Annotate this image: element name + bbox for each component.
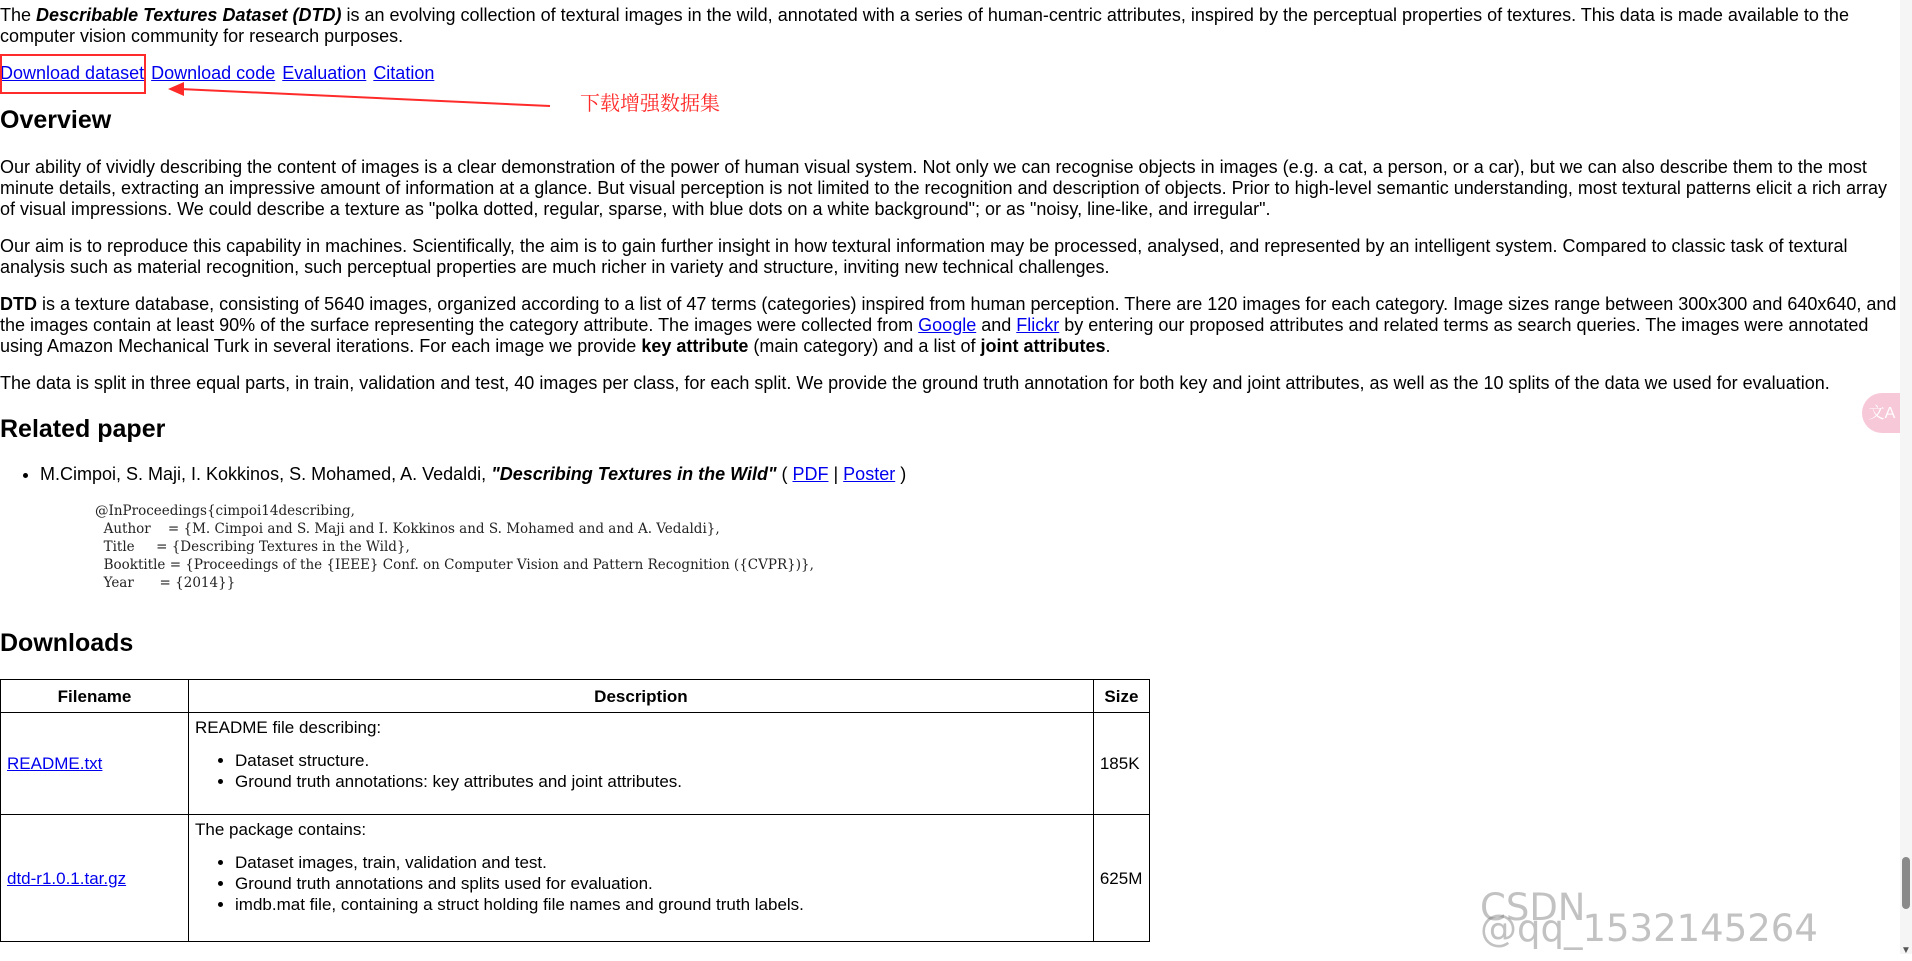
scroll-down-arrow-icon[interactable]: ▼: [1901, 945, 1911, 956]
paper-list: [0, 464, 906, 485]
list-item: • Dataset images, train, validation and test.: [235, 852, 1087, 873]
pdf-link[interactable]: PDF: [792, 464, 829, 484]
intro-paragraph: The Describable Textures Dataset (DTD) is an evolving collection of textural images in the wild, annotated with a series of human-centric attributes, inspired by the perceptual properties of textures. This data is made available to the computer vision community for research purposes.: [0, 5, 1849, 46]
col-description: Description: [189, 680, 1094, 713]
paper-title: "Describing Textures in the Wild": [491, 464, 777, 484]
poster-link[interactable]: Poster: [843, 464, 896, 484]
annotation-arrow-icon: [0, 0, 600, 120]
paper-item: • M.Cimpoi, S. Maji, I. Kokkinos, S. Mohamed, A. Vedaldi, "Describing Textures in the Wild" ( PDF | Poster ): [40, 464, 906, 485]
downloads-heading: Downloads: [0, 629, 134, 657]
overview-paragraph-3: DTD is a texture database, consisting of 5640 images, organized according to a list of 47 terms (categories) inspired from human perception. There are 120 images for each category. Image sizes range between 300x300 and 640x640, and the images contain at least 90% of the surface representing the category attribute. The images were collected from Google and Flickr by entering our proposed attributes and related terms as search queries. The images were annotated using Amazon Mechanical Turk in several iterations. For each image we provide key attribute (main category) and a list of joint attributes.: [0, 294, 1897, 356]
annotation-label: 下载增强数据集: [580, 91, 720, 115]
vertical-scrollbar[interactable]: [1900, 0, 1912, 954]
file-cell: [1, 815, 189, 942]
download-code-link[interactable]: Download code: [151, 63, 276, 83]
description-cell: README file describing: • Dataset structure. • Ground truth annotations: key attributes and joint attributes.: [189, 713, 1094, 815]
description-list: [195, 750, 1087, 792]
description-cell: The package contains: • Dataset images, train, validation and test. • Ground truth annotations and splits used for evaluation. • imdb.mat file, containing a struct holding file names and ground truth labels.: [189, 815, 1094, 942]
related-paper-heading: Related paper: [0, 415, 166, 443]
overview-paragraph-4: The data is split in three equal parts, in train, validation and test, 40 images per class, for each split. We provide the ground truth annotation for both key and joint attributes, as well as the 10 splits of the data we used for evaluation.: [0, 373, 1830, 393]
list-item: • Dataset structure.: [235, 750, 1087, 771]
readme-link[interactable]: README.txt: [7, 754, 103, 773]
file-cell: [1, 713, 189, 815]
list-item: • Ground truth annotations: key attributes and joint attributes.: [235, 771, 1087, 792]
overview-heading: Overview: [0, 106, 112, 134]
downloads-table: [0, 679, 1150, 942]
citation-link[interactable]: Citation: [373, 63, 435, 83]
col-size: Size: [1093, 680, 1149, 713]
size-cell: 625M: [1093, 815, 1149, 942]
col-filename: Filename: [1, 680, 189, 713]
bibtex-block: @InProceedings{cimpoi14describing, Author = {M. Cimpoi and S. Maji and I. Kokkinos and S. Mohamed and and A. Vedaldi}, Title = {Describing Textures in the Wild}, Booktitle = {Proceedings of the {IEEE} Conf. on Computer Vision and Pattern Recognition ({CVPR})}, Year = {2014}}: [95, 503, 814, 591]
table-row: [1, 713, 1150, 815]
table-row: [1, 815, 1150, 942]
translate-icon[interactable]: 文A: [1862, 393, 1902, 433]
overview-paragraph-2: Our aim is to reproduce this capability in machines. Scientifically, the aim is to gain further insight in how textural information may be processed, analysed, and represented by an intelligent system. Compared to classic task of textural analysis such as material recognition, such perceptual properties are much richer in variety and structure, inviting new technical challenges.: [0, 236, 1848, 277]
evaluation-link[interactable]: Evaluation: [282, 63, 367, 83]
size-cell: 185K: [1093, 713, 1149, 815]
watermark: CSDN @qq_1532145264: [1480, 886, 1818, 950]
download-dataset-link[interactable]: Download dataset: [0, 63, 145, 83]
description-list: [195, 852, 1087, 915]
list-item: • imdb.mat file, containing a struct holding file names and ground truth labels.: [235, 894, 1087, 915]
dataset-title: Describable Textures Dataset (DTD): [36, 5, 342, 25]
google-link[interactable]: Google: [918, 315, 977, 335]
dtd-archive-link[interactable]: dtd-r1.0.1.tar.gz: [7, 868, 127, 888]
flickr-link[interactable]: Flickr: [1016, 315, 1060, 335]
list-item: • Ground truth annotations and splits used for evaluation.: [235, 873, 1087, 894]
overview-paragraph-1: Our ability of vividly describing the content of images is a clear demonstration of the power of human visual system. Not only we can recognise objects in images (e.g. a cat, a person, or a car), but we can also describe them to the most minute details, extracting an impressive amount of information at a glance. But visual perception is not limited to the recognition and description of objects. Prior to high-level semantic understanding, most textural patterns elicit a rich array of visual impressions. We could describe a texture as "polka dotted, regular, sparse, with blue dots on a white background"; or as "noisy, line-like, and irregular".: [0, 157, 1887, 219]
table-header-row: [1, 680, 1150, 713]
